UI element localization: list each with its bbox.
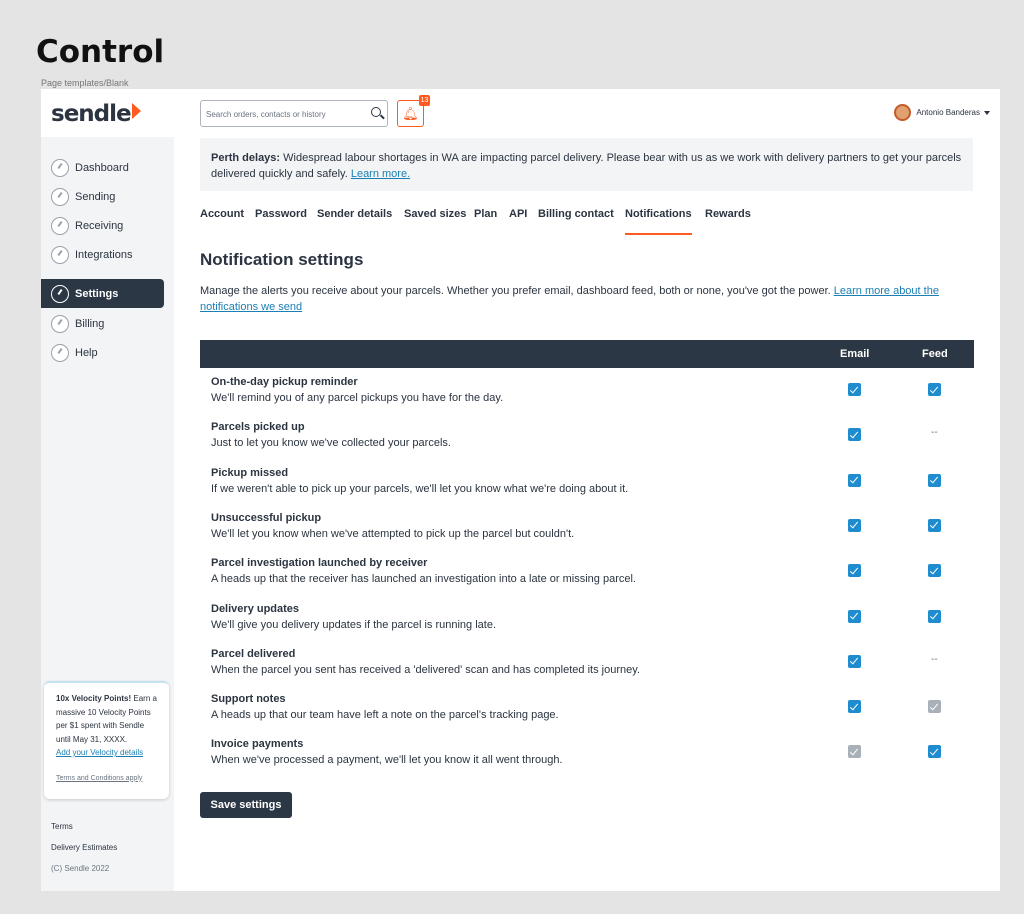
table-row — [200, 504, 974, 549]
sidebar — [41, 89, 174, 891]
notification-count-badge: 13 — [420, 97, 429, 104]
billing-icon — [51, 315, 69, 333]
feed-checkbox[interactable] — [928, 519, 941, 532]
sidebar-item-help[interactable] — [41, 338, 164, 367]
sendle-logo[interactable] — [51, 101, 141, 127]
notification-title: Support notes — [211, 693, 286, 706]
alert-heading: Perth delays: — [211, 152, 281, 164]
integrations-icon — [51, 246, 69, 264]
feed-checkbox[interactable] — [928, 610, 941, 623]
notification-title: Parcel investigation launched by receiver — [211, 557, 428, 570]
tab-billing-contact[interactable]: Billing contact — [538, 208, 614, 220]
notification-title: Invoice payments — [211, 738, 304, 751]
email-checkbox[interactable] — [848, 564, 861, 577]
table-row — [200, 549, 974, 594]
notification-description: We'll remind you of any parcel pickups you have for the day. — [211, 392, 504, 404]
sidebar-item-receiving[interactable] — [41, 211, 164, 240]
email-checkbox[interactable] — [848, 655, 861, 668]
email-checkbox[interactable] — [848, 383, 861, 396]
alert-learn-more-link[interactable]: Learn more. — [350, 168, 411, 180]
search-icon[interactable] — [371, 107, 381, 117]
table-row — [200, 730, 974, 775]
tab-sender-details[interactable]: Sender details — [317, 208, 393, 220]
bell-icon: 🔔︎ — [402, 105, 419, 121]
terms-conditions-link[interactable]: Terms and Conditions apply — [56, 774, 143, 782]
velocity-details-link[interactable]: Add your Velocity details — [56, 748, 144, 757]
notification-title: Pickup missed — [211, 466, 289, 479]
sidebar-item-label: Billing — [75, 317, 105, 330]
feed-checkbox[interactable] — [928, 474, 941, 487]
table-row — [200, 595, 974, 640]
settings-icon — [51, 285, 69, 303]
notification-title: On-the-day pickup reminder — [211, 376, 358, 388]
notification-description: Just to let you know we've collected your parcels. — [211, 437, 451, 450]
copyright: (C) Sendle 2022 — [51, 864, 110, 873]
logo-chevron-icon — [132, 103, 141, 119]
sending-icon — [51, 188, 69, 206]
tab-account[interactable]: Account — [200, 208, 244, 220]
notification-title: Delivery updates — [211, 602, 300, 615]
notification-description: A heads up that the receiver has launched an investigation into a late or missing parcel. — [211, 573, 636, 586]
tab-password[interactable]: Password — [255, 208, 307, 220]
sidebar-item-dashboard[interactable] — [41, 153, 164, 182]
logo-area — [41, 89, 174, 137]
chevron-down-icon — [984, 111, 990, 115]
email-checkbox[interactable] — [848, 428, 861, 441]
sidebar-item-label: Integrations — [75, 248, 133, 261]
notification-description: A heads up that our team have left a note on the parcel's tracking page. — [211, 709, 559, 722]
sidebar-item-label: Receiving — [75, 219, 124, 232]
feed-checkbox — [928, 700, 941, 713]
tab-notifications[interactable]: Notifications — [625, 208, 692, 235]
sidebar-item-sending[interactable] — [41, 182, 164, 211]
frame-subtitle: Page templates/Blank — [41, 78, 129, 88]
email-checkbox[interactable] — [848, 519, 861, 532]
sidebar-item-label: Settings — [75, 287, 119, 300]
email-checkbox — [848, 745, 861, 758]
sidebar-item-settings[interactable] — [41, 279, 164, 308]
email-checkbox[interactable] — [848, 610, 861, 623]
velocity-promo-card — [44, 681, 169, 799]
table-row — [200, 685, 974, 730]
sidebar-item-label: Sending — [75, 190, 116, 203]
tab-plan[interactable]: Plan — [474, 208, 498, 220]
dashboard-icon — [51, 159, 69, 177]
save-settings-button[interactable]: Save settings — [200, 792, 292, 818]
tab-saved-sizes[interactable]: Saved sizes — [404, 208, 467, 220]
table-row — [200, 368, 974, 413]
feed-column-header: Feed — [922, 348, 948, 360]
tab-api[interactable]: API — [509, 208, 528, 220]
notification-title: Parcels picked up — [211, 421, 305, 434]
feed-checkbox[interactable] — [928, 745, 941, 758]
tab-rewards[interactable]: Rewards — [705, 208, 751, 220]
sidebar-item-integrations[interactable] — [41, 240, 164, 269]
table-row — [200, 413, 974, 458]
feed-checkbox[interactable] — [928, 564, 941, 577]
notification-description: When we've processed a payment, we'll let you know it all went through. — [211, 754, 563, 767]
notification-description: When the parcel you sent has received a 'delivered' scan and has completed its journey. — [211, 663, 640, 676]
notification-description: We'll give you delivery updates if the parcel is running late. — [211, 618, 496, 631]
email-column-header: Email — [840, 348, 870, 360]
promo-text: Earn a massive 10 Velocity Points per $1 spent with Sendle until May 31, XXXX. — [56, 694, 157, 744]
user-name: Antonio Banderas — [916, 108, 980, 117]
perth-delays-alert — [200, 138, 973, 191]
feed-checkbox[interactable] — [928, 383, 941, 396]
email-checkbox[interactable] — [848, 474, 861, 487]
logo-text: sendle — [51, 101, 131, 127]
feed-not-available: -- — [931, 427, 938, 439]
intro-text — [200, 283, 975, 315]
sidebar-item-label: Help — [75, 346, 98, 359]
sidebar-footer — [51, 822, 117, 885]
avatar — [894, 104, 911, 121]
user-menu[interactable] — [894, 104, 990, 121]
frame-title: Control — [36, 34, 165, 70]
notification-title: Parcel delivered — [211, 647, 296, 660]
feed-not-available: -- — [931, 653, 938, 665]
email-checkbox[interactable] — [848, 700, 861, 713]
sidebar-item-label: Dashboard — [75, 161, 129, 174]
table-row — [200, 459, 974, 504]
promo-heading: 10x Velocity Points! — [56, 694, 132, 703]
receiving-icon — [51, 217, 69, 235]
notification-description: We'll let you know when we've attempted to pick up the parcel but couldn't. — [211, 527, 575, 540]
page-title: Notification settings — [200, 250, 364, 269]
sidebar-item-billing[interactable] — [41, 309, 164, 338]
notification-title: Unsuccessful pickup — [211, 511, 322, 524]
table-row — [200, 640, 974, 685]
table-header — [200, 340, 974, 368]
help-icon — [51, 344, 69, 362]
search-placeholder: Search orders, contacts or history — [206, 110, 326, 119]
terms-link[interactable]: Terms — [51, 822, 73, 831]
app-window — [41, 89, 1000, 891]
intro-body: Manage the alerts you receive about your parcels. Whether you prefer email, dashboard feed, both or none, you've got the power. — [200, 285, 834, 297]
learn-more-notifications-link[interactable]: Learn more about the notifications we send — [200, 285, 939, 313]
notification-description: If we weren't able to pick up your parcels, we'll let you know what we're doing about it. — [211, 482, 629, 495]
search-input[interactable] — [200, 100, 388, 127]
alert-text: Widespread labour shortages in WA are impacting parcel delivery. Please bear with us as we work with delivery partners to get your parcels delivered quickly and safely. — [211, 152, 962, 180]
delivery-estimates-link[interactable]: Delivery Estimates — [51, 843, 118, 852]
